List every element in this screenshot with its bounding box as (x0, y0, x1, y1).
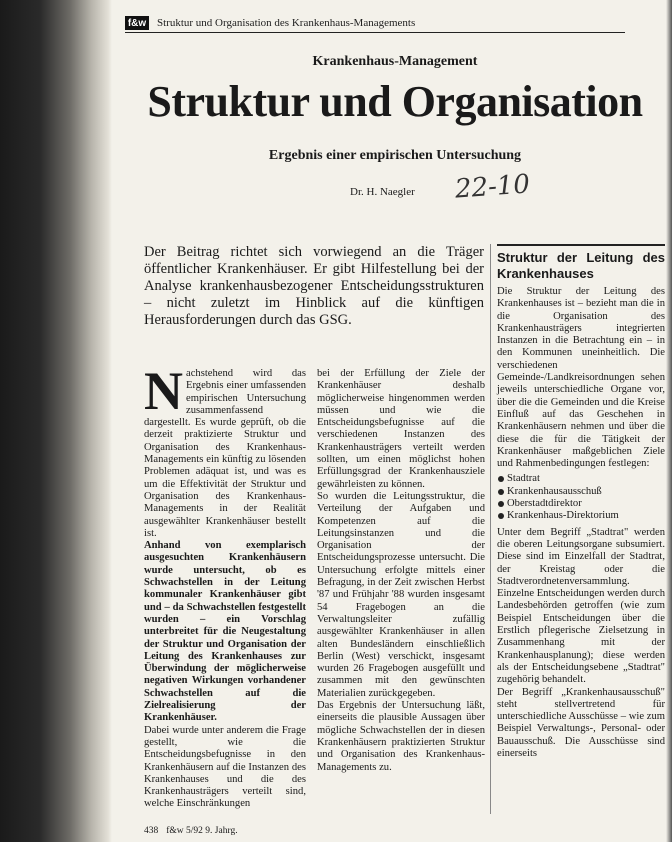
drop-cap: N (144, 361, 183, 421)
list-item: Stadtrat (497, 473, 665, 485)
intro-text: achstehend wird das Ergebnis einer umfassenden empirischen Untersuchung zusammenfassend dargestellt. Es wurde geprüft, ob die derzeit praktizierte Struktur und Organisation des Krankenhaus-Managements ein künftig zu lösenden Problemen adäquat ist, und was es um die Effektivität der Struktur und Organisation des Krankenhaus-Managements in der Realität ausgewählter Krankenhäuser bestellt ist. (144, 368, 306, 539)
article-title: Struktur und Organisation (147, 77, 643, 126)
list-item: Oberstadtdirektor (497, 498, 665, 510)
body-paragraph: So wurden die Leitungsstruktur, die Verteilung der Aufgaben und Kompetenzen auf die Leitungsinstanzen und die Organisation der Entscheidungsprozesse untersucht. Die Untersuchung erfolgte mittels einer Befragung, in der Zeit zwischen Herbst '87 und Frühjahr '88 wurden insgesamt 54 Fragebogen an die Verwaltungsleiter zufällig ausgewählter Krankenhäuser in allen alten Bundesländern einschließlich Berlin (West) verschickt, insgesamt wurden 26 Fragebogen ausgefüllt und zusammen mit den gewünschten Materialien zurückgegeben. (317, 490, 485, 699)
handwritten-note: 22-10 (454, 169, 531, 205)
running-title: Struktur und Organisation des Krankenhaus-Managements (157, 17, 416, 29)
emphasis-paragraph: Anhand von exemplarisch ausgesuchten Krankenhäusern wurde untersucht, ob es Schwachstellen in der Leitung kommunaler Krankenhäuser gibt und – da Schwachstellen festgestellt wurden – ein Vorschlag unterbreitet für die Neugestaltung der Struktur und Organisation der Leitung des Krankenhauses zur Überwindung der möglicherweise negativen Wirkungen vorhandener Schwachstellen auf die Zielrealisierung der Krankenhäuser. (144, 540, 306, 724)
book-binding-shadow (0, 0, 112, 842)
body-paragraph: Dabei wurde unter anderem die Frage gestellt, wie die Entscheidungsbefugnisse in den Krankenhäusern auf die Instanzen des Krankenhauses und die des Krankenhausträgers verteilt sind, welche Einschränkungen (144, 724, 306, 810)
page-edge-shadow (666, 0, 672, 842)
body-column-1 (144, 361, 306, 811)
list-item: Krankenhaus-Direktorium (497, 510, 665, 522)
journal-logo: f&w (125, 16, 149, 30)
page-footer (144, 826, 444, 836)
bullet-list (497, 473, 665, 522)
body-paragraph: Das Ergebnis der Untersuchung läßt, einerseits die plausible Aussagen über mögliche Schwachstellen der in diesen Krankenhäusern praktizierten Struktur und Organisation des Krankenhaus-Managements zu. (317, 700, 485, 773)
body-column-2 (317, 368, 485, 774)
running-header (125, 14, 625, 33)
intro-paragraph (144, 361, 306, 540)
body-paragraph: Der Begriff „Krankenhausausschuß" steht stellvertretend für unterschiedliche Ausschüsse – wie zum Beispiel Verwaltungs-, Personal- oder Bauausschuß. Die Ausschüsse sind einerseits (497, 686, 665, 759)
page-number: 438 (144, 826, 159, 836)
kicker: Krankenhaus-Management (312, 54, 478, 69)
body-column-3 (497, 244, 665, 760)
list-item: Krankenhausausschuß (497, 486, 665, 498)
body-paragraph: bei der Erfüllung der Ziele der Krankenhäuser deshalb möglicherweise hingenommen werden müssen und wie die Entscheidungsbefugnisse auf die verschiedenen Instanzen des Krankenhausträgers verteilt werden sollten, um einen möglichst hohen Erfüllungsgrad der Krankenhausziele gewährleisten zu können. (317, 368, 485, 490)
author: Dr. H. Naegler (350, 186, 415, 198)
column-divider (490, 244, 491, 814)
section-heading: Struktur der Leitung des Krankenhauses (497, 244, 665, 282)
body-paragraph: Unter dem Begriff „Stadtrat" werden die oberen Leitungsorgane subsumiert. Diese sind im Einzelfall der Stadtrat, der Kreistag oder die Stadtverordnetenversammlung. Einzelne Entscheidungen werden durch Landesbehörden getroffen (wie zum Beispiel Entscheidungen über die Erstlich pflegerische Zielsetzung in Zusammenhang mit der Krankenhausplanung); diese werden als der Entscheidungsebene „Stadtrat" zugehörig behandelt. (497, 526, 665, 686)
article-subtitle: Ergebnis einer empirischen Untersuchung (268, 148, 522, 163)
lead-paragraph: Der Beitrag richtet sich vorwiegend an die Träger öffentlicher Krankenhäuser. Er gibt Hilfestellung bei der Analyse krankenhausbezogener Entscheidungsstrukturen – nicht zuletzt im Hinblick auf die künftigen Herausforderungen durch das GSG. (144, 244, 484, 328)
issue-info: f&w 5/92 9. Jahrg. (166, 826, 238, 836)
body-paragraph: Die Struktur der Leitung des Krankenhauses ist – bezieht man die in die Organisation des Krankenhausträgers integrierten Instanzen in die Betrachtung ein – in den Kommunen uneinheitlich. Die verschiedenen Gemeinde-/Landkreisordnungen sehen jeweils unterschiedliche Organe vor, über die die Gemeinden und die Kreise Einfluß auf das Geschehen in Krankenhäusern nehmen und über die diese die für die Tätigkeit der Krankenhäuser maßgeblichen Ziele und Rahmenbedingungen festlegen: (497, 286, 665, 470)
